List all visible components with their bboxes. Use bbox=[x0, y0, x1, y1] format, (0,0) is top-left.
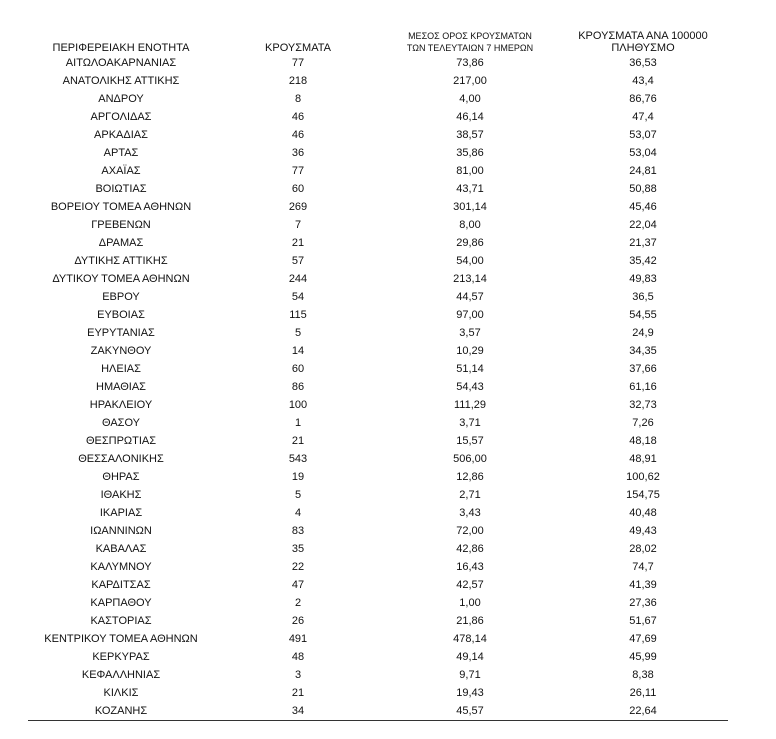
cell-cases: 543 bbox=[288, 453, 308, 465]
bottom-rule bbox=[28, 720, 728, 721]
cell-cases-per-100000: 51,67 bbox=[629, 615, 657, 627]
cell-cases: 1 bbox=[294, 417, 302, 429]
table-row bbox=[28, 72, 728, 90]
table-row bbox=[28, 162, 728, 180]
header-line: ΤΩΝ ΤΕΛΕΥΤΑΙΩΝ 7 ΗΜΕΡΩΝ bbox=[406, 43, 534, 53]
cell-cases-per-100000: 22,64 bbox=[629, 705, 657, 717]
cell-cases-per-100000: 61,16 bbox=[629, 381, 657, 393]
cell-seven-day-average: 43,71 bbox=[456, 183, 484, 195]
cell-cases-per-100000: 21,37 bbox=[629, 237, 657, 249]
header-cases bbox=[214, 20, 382, 54]
cell-seven-day-average: 15,57 bbox=[456, 435, 484, 447]
cell-seven-day-average: 38,57 bbox=[456, 129, 484, 141]
cell-cases: 4 bbox=[294, 507, 302, 519]
cell-cases-per-100000: 53,07 bbox=[629, 129, 657, 141]
cell-seven-day-average: 9,71 bbox=[459, 669, 481, 681]
table-row bbox=[28, 360, 728, 378]
cell-seven-day-average: 3,71 bbox=[459, 417, 481, 429]
header-line: ΜΕΣΟΣ ΟΡΟΣ ΚΡΟΥΣΜΑΤΩΝ bbox=[408, 31, 532, 41]
cell-seven-day-average: 1,00 bbox=[459, 597, 481, 609]
header-cases-per-100000 bbox=[558, 20, 728, 54]
cell-cases: 5 bbox=[294, 327, 302, 339]
cell-cases-per-100000: 45,46 bbox=[629, 201, 657, 213]
table-row bbox=[28, 432, 728, 450]
table-row bbox=[28, 198, 728, 216]
table-row bbox=[28, 54, 728, 72]
cell-cases: 77 bbox=[291, 165, 305, 177]
cell-regional-unit: ΙΘΑΚΗΣ bbox=[100, 489, 142, 501]
cell-seven-day-average: 54,00 bbox=[456, 255, 484, 267]
cell-cases: 48 bbox=[291, 651, 305, 663]
cell-seven-day-average: 8,00 bbox=[459, 219, 481, 231]
table-row bbox=[28, 90, 728, 108]
cell-seven-day-average: 217,00 bbox=[453, 75, 487, 87]
cell-cases: 491 bbox=[288, 633, 308, 645]
cell-seven-day-average: 51,14 bbox=[456, 363, 484, 375]
cell-regional-unit: ΗΜΑΘΙΑΣ bbox=[96, 381, 146, 393]
cell-regional-unit: ΔΡΑΜΑΣ bbox=[98, 237, 144, 249]
cell-seven-day-average: 2,71 bbox=[459, 489, 481, 501]
table-row bbox=[28, 306, 728, 324]
cell-seven-day-average: 73,86 bbox=[456, 57, 484, 69]
cell-seven-day-average: 10,29 bbox=[456, 345, 484, 357]
cell-cases-per-100000: 41,39 bbox=[629, 579, 657, 591]
cell-seven-day-average: 19,43 bbox=[456, 687, 484, 699]
table-row bbox=[28, 630, 728, 648]
cell-regional-unit: ΚΑΛΥΜΝΟΥ bbox=[90, 561, 152, 573]
cell-seven-day-average: 49,14 bbox=[456, 651, 484, 663]
cell-cases-per-100000: 100,62 bbox=[626, 471, 660, 483]
cell-cases: 7 bbox=[294, 219, 302, 231]
cell-cases-per-100000: 47,4 bbox=[632, 111, 654, 123]
table-row bbox=[28, 396, 728, 414]
cell-seven-day-average: 111,29 bbox=[453, 399, 486, 411]
cell-cases-per-100000: 53,04 bbox=[629, 147, 657, 159]
cell-seven-day-average: 45,57 bbox=[456, 705, 484, 717]
cell-cases-per-100000: 7,26 bbox=[632, 417, 654, 429]
cell-regional-unit: ΔΥΤΙΚΟΥ ΤΟΜΕΑ ΑΘΗΝΩΝ bbox=[52, 273, 190, 285]
cell-cases-per-100000: 40,48 bbox=[629, 507, 657, 519]
table-row bbox=[28, 702, 728, 720]
cell-seven-day-average: 54,43 bbox=[456, 381, 484, 393]
cell-regional-unit: ΒΟΙΩΤΙΑΣ bbox=[95, 183, 147, 195]
cell-regional-unit: ΚΑΡΔΙΤΣΑΣ bbox=[91, 579, 151, 591]
cell-seven-day-average: 46,14 bbox=[456, 111, 484, 123]
cell-cases-per-100000: 49,83 bbox=[629, 273, 657, 285]
table-row bbox=[28, 378, 728, 396]
cell-regional-unit: ΑΡΓΟΛΙΔΑΣ bbox=[90, 111, 152, 123]
cell-cases: 5 bbox=[294, 489, 302, 501]
cell-cases: 77 bbox=[291, 57, 305, 69]
table-row bbox=[28, 108, 728, 126]
cell-regional-unit: ΘΗΡΑΣ bbox=[102, 471, 140, 483]
cell-seven-day-average: 72,00 bbox=[456, 525, 484, 537]
table-row bbox=[28, 666, 728, 684]
cell-seven-day-average: 301,14 bbox=[453, 201, 487, 213]
cell-seven-day-average: 21,86 bbox=[456, 615, 484, 627]
cell-cases: 21 bbox=[291, 435, 305, 447]
cell-seven-day-average: 3,43 bbox=[459, 507, 481, 519]
cell-regional-unit: ΕΥΡΥΤΑΝΙΑΣ bbox=[87, 327, 155, 339]
table-row bbox=[28, 558, 728, 576]
cell-cases-per-100000: 54,55 bbox=[629, 309, 657, 321]
cell-cases: 46 bbox=[291, 111, 305, 123]
cell-cases-per-100000: 34,35 bbox=[629, 345, 657, 357]
cell-regional-unit: ΗΡΑΚΛΕΙΟΥ bbox=[89, 399, 153, 411]
cell-cases-per-100000: 24,9 bbox=[632, 327, 654, 339]
table-row bbox=[28, 522, 728, 540]
cell-regional-unit: ΓΡΕΒΕΝΩΝ bbox=[91, 219, 151, 231]
cell-cases: 22 bbox=[291, 561, 305, 573]
table-row bbox=[28, 414, 728, 432]
cell-seven-day-average: 12,86 bbox=[456, 471, 484, 483]
cell-cases: 26 bbox=[291, 615, 305, 627]
cell-seven-day-average: 42,86 bbox=[456, 543, 484, 555]
cell-cases: 54 bbox=[291, 291, 305, 303]
header-row bbox=[28, 20, 728, 54]
cell-cases: 269 bbox=[288, 201, 308, 213]
cell-regional-unit: ΒΟΡΕΙΟΥ ΤΟΜΕΑ ΑΘΗΝΩΝ bbox=[50, 201, 192, 213]
cell-seven-day-average: 3,57 bbox=[459, 327, 481, 339]
table-row bbox=[28, 270, 728, 288]
cell-cases-per-100000: 47,69 bbox=[629, 633, 657, 645]
table-row bbox=[28, 234, 728, 252]
cell-regional-unit: ΙΩΑΝΝΙΝΩΝ bbox=[90, 525, 152, 537]
cell-cases: 14 bbox=[291, 345, 305, 357]
cell-cases-per-100000: 22,04 bbox=[629, 219, 657, 231]
cell-cases: 19 bbox=[291, 471, 305, 483]
cell-seven-day-average: 506,00 bbox=[453, 453, 487, 465]
cell-regional-unit: ΖΑΚΥΝΘΟΥ bbox=[90, 345, 152, 357]
cell-regional-unit: ΚΕΝΤΡΙΚΟΥ ΤΟΜΕΑ ΑΘΗΝΩΝ bbox=[44, 633, 198, 645]
table-row bbox=[28, 342, 728, 360]
header-line: ΚΡΟΥΣΜΑΤΑ bbox=[265, 42, 331, 54]
cell-cases-per-100000: 32,73 bbox=[629, 399, 657, 411]
table-row bbox=[28, 216, 728, 234]
cell-cases: 57 bbox=[291, 255, 305, 267]
table-row bbox=[28, 180, 728, 198]
table-row bbox=[28, 612, 728, 630]
cell-regional-unit: ΔΥΤΙΚΗΣ ΑΤΤΙΚΗΣ bbox=[74, 255, 168, 267]
cell-cases: 86 bbox=[291, 381, 305, 393]
cell-seven-day-average: 35,86 bbox=[456, 147, 484, 159]
cell-cases: 35 bbox=[291, 543, 305, 555]
cell-cases-per-100000: 26,11 bbox=[629, 687, 657, 699]
cell-cases-per-100000: 8,38 bbox=[632, 669, 654, 681]
cases-table bbox=[28, 20, 728, 720]
cell-cases-per-100000: 37,66 bbox=[629, 363, 657, 375]
cell-regional-unit: ΗΛΕΙΑΣ bbox=[101, 363, 141, 375]
table-row bbox=[28, 540, 728, 558]
cell-regional-unit: ΚΑΣΤΟΡΙΑΣ bbox=[90, 615, 152, 627]
cell-cases-per-100000: 45,99 bbox=[629, 651, 657, 663]
cell-cases: 2 bbox=[294, 597, 302, 609]
cell-regional-unit: ΚΙΛΚΙΣ bbox=[103, 687, 139, 699]
cell-cases-per-100000: 50,88 bbox=[629, 183, 657, 195]
table-row bbox=[28, 594, 728, 612]
table-row bbox=[28, 486, 728, 504]
cell-seven-day-average: 44,57 bbox=[456, 291, 484, 303]
cell-cases-per-100000: 43,4 bbox=[632, 75, 654, 87]
cell-cases-per-100000: 154,75 bbox=[626, 489, 660, 501]
header-regional-unit bbox=[28, 20, 214, 54]
cell-regional-unit: ΚΕΦΑΛΛΗΝΙΑΣ bbox=[81, 669, 161, 681]
cell-regional-unit: ΕΥΒΟΙΑΣ bbox=[97, 309, 145, 321]
cell-cases: 60 bbox=[291, 363, 305, 375]
cell-seven-day-average: 478,14 bbox=[453, 633, 487, 645]
table-row bbox=[28, 126, 728, 144]
table-row bbox=[28, 450, 728, 468]
cell-regional-unit: ΑΡΚΑΔΙΑΣ bbox=[94, 129, 148, 141]
table-row bbox=[28, 504, 728, 522]
cell-seven-day-average: 81,00 bbox=[456, 165, 484, 177]
table-row bbox=[28, 144, 728, 162]
table-row bbox=[28, 648, 728, 666]
cell-cases: 60 bbox=[291, 183, 305, 195]
cell-cases: 218 bbox=[288, 75, 308, 87]
header-line: ΚΡΟΥΣΜΑΤΑ ΑΝΑ 100000 bbox=[578, 30, 708, 42]
cell-cases-per-100000: 27,36 bbox=[629, 597, 657, 609]
cell-cases-per-100000: 24,81 bbox=[629, 165, 657, 177]
table-body bbox=[28, 54, 728, 720]
cell-regional-unit: ΘΑΣΟΥ bbox=[101, 417, 141, 429]
cell-cases-per-100000: 35,42 bbox=[629, 255, 657, 267]
cell-cases: 46 bbox=[291, 129, 305, 141]
cell-regional-unit: ΙΚΑΡΙΑΣ bbox=[99, 507, 143, 519]
cell-cases-per-100000: 48,91 bbox=[629, 453, 657, 465]
table-row bbox=[28, 252, 728, 270]
table-row bbox=[28, 288, 728, 306]
cell-cases-per-100000: 74,7 bbox=[632, 561, 654, 573]
cell-regional-unit: ΘΕΣΠΡΩΤΙΑΣ bbox=[85, 435, 157, 447]
cell-seven-day-average: 213,14 bbox=[453, 273, 487, 285]
cell-regional-unit: ΚΕΡΚΥΡΑΣ bbox=[92, 651, 150, 663]
cell-regional-unit: ΑΙΤΩΛΟΑΚΑΡΝΑΝΙΑΣ bbox=[65, 57, 177, 69]
cell-regional-unit: ΑΧΑΪΑΣ bbox=[101, 165, 141, 177]
cell-cases: 34 bbox=[291, 705, 305, 717]
cell-seven-day-average: 29,86 bbox=[456, 237, 484, 249]
cell-seven-day-average: 16,43 bbox=[456, 561, 484, 573]
table-row bbox=[28, 324, 728, 342]
cell-cases: 115 bbox=[289, 309, 307, 321]
cell-cases-per-100000: 86,76 bbox=[629, 93, 657, 105]
cell-cases: 47 bbox=[291, 579, 305, 591]
cell-cases: 3 bbox=[294, 669, 302, 681]
cell-cases-per-100000: 49,43 bbox=[629, 525, 657, 537]
cell-cases: 8 bbox=[294, 93, 302, 105]
cell-regional-unit: ΕΒΡΟΥ bbox=[102, 291, 140, 303]
cell-cases: 21 bbox=[291, 687, 305, 699]
cell-seven-day-average: 42,57 bbox=[456, 579, 484, 591]
table-header bbox=[28, 20, 728, 54]
cell-cases: 83 bbox=[291, 525, 305, 537]
header-line: ΠΛΗΘΥΣΜΟ bbox=[611, 42, 675, 54]
table-row bbox=[28, 468, 728, 486]
cell-cases: 21 bbox=[291, 237, 305, 249]
cell-regional-unit: ΑΝΑΤΟΛΙΚΗΣ ΑΤΤΙΚΗΣ bbox=[62, 75, 180, 87]
cell-regional-unit: ΚΑΡΠΑΘΟΥ bbox=[90, 597, 152, 609]
table-row bbox=[28, 684, 728, 702]
cell-regional-unit: ΚΑΒΑΛΑΣ bbox=[95, 543, 147, 555]
cell-cases-per-100000: 36,53 bbox=[629, 57, 657, 69]
cell-cases-per-100000: 36,5 bbox=[632, 291, 654, 303]
table-row bbox=[28, 576, 728, 594]
cell-cases: 100 bbox=[288, 399, 308, 411]
cell-regional-unit: ΚΟΖΑΝΗΣ bbox=[94, 705, 148, 717]
cell-cases-per-100000: 48,18 bbox=[629, 435, 657, 447]
header-seven-day-average bbox=[382, 20, 558, 54]
cell-regional-unit: ΑΝΔΡΟΥ bbox=[98, 93, 144, 105]
cell-cases: 36 bbox=[291, 147, 305, 159]
cell-cases-per-100000: 28,02 bbox=[629, 543, 657, 555]
header-line: ΠΕΡΙΦΕΡΕΙΑΚΗ ΕΝΟΤΗΤΑ bbox=[52, 42, 190, 54]
cell-regional-unit: ΘΕΣΣΑΛΟΝΙΚΗΣ bbox=[78, 453, 164, 465]
cell-seven-day-average: 4,00 bbox=[459, 93, 481, 105]
cell-cases: 244 bbox=[288, 273, 308, 285]
cell-regional-unit: ΑΡΤΑΣ bbox=[103, 147, 139, 159]
cell-seven-day-average: 97,00 bbox=[456, 309, 484, 321]
